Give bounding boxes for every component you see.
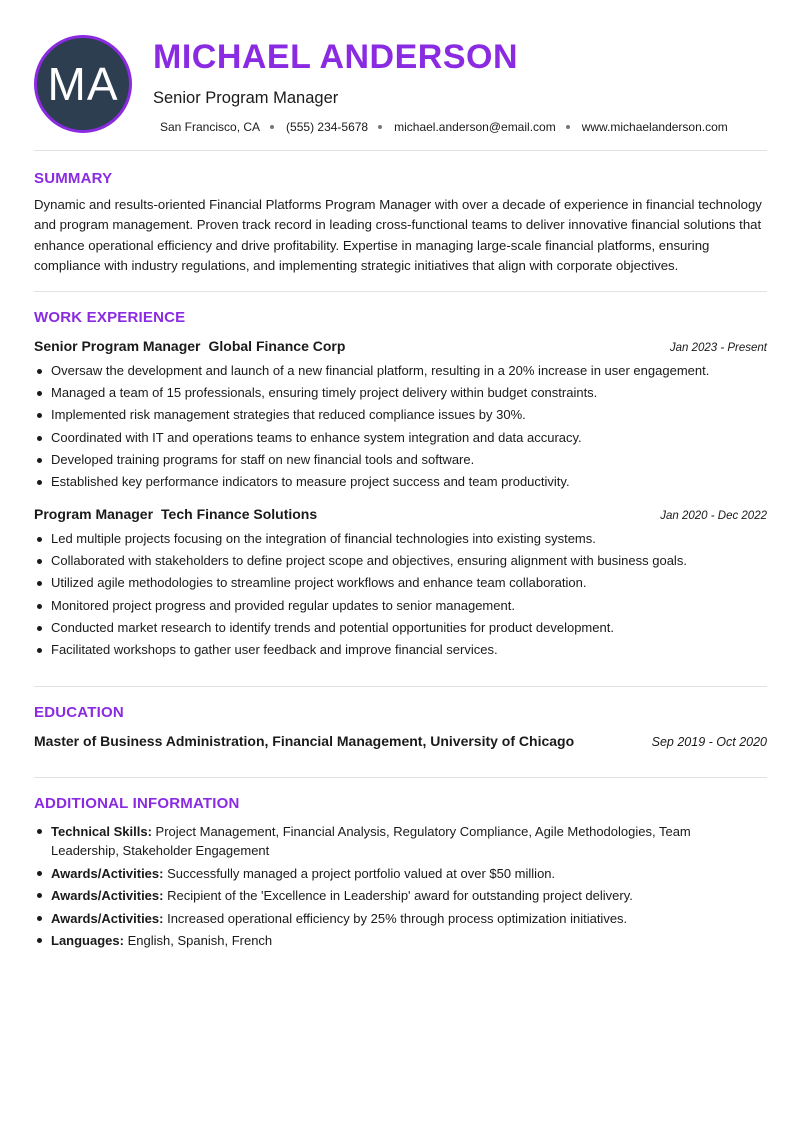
list-item: Led multiple projects focusing on the integration of financial technologies into existing systems.: [34, 528, 767, 550]
info-label: Languages:: [51, 933, 124, 948]
additional-heading: ADDITIONAL INFORMATION: [34, 795, 240, 812]
section-divider: [34, 291, 767, 292]
contact-website[interactable]: www.michaelanderson.com: [581, 120, 728, 134]
list-item: [34, 931, 734, 950]
job-role: Senior Program Manager: [34, 338, 201, 354]
education-degree: Master of Business Administration, Financial Management, University of Chicago: [34, 733, 575, 749]
section-divider: [34, 686, 767, 687]
education-dates: Sep 2019 - Oct 2020: [651, 735, 767, 749]
info-label: Awards/Activities:: [51, 865, 164, 881]
summary-heading: SUMMARY: [34, 170, 113, 187]
list-item: [34, 909, 734, 928]
job-dates: Jan 2023 - Present: [669, 342, 767, 354]
experience-heading: WORK EXPERIENCE: [34, 309, 186, 326]
separator-dot-icon: [270, 125, 274, 129]
summary-text: Dynamic and results-oriented Financial Platforms Program Manager with over a decade of experience in financial technology and program management. Proven track record in leading cross-functional teams to deliver innovative financial solutions that enhance operational efficiency and drive profitability. Expertise in managing large-scale financial platforms, ensuring compliance with industry regulations, and implementing strategic initiatives that align with corporate objectives.: [34, 197, 762, 273]
info-text: Project Management, Financial Analysis, Regulatory Compliance, Agile Methodologies, Team Leadership, Stakeholder Engagement: [51, 824, 691, 858]
list-item: Implemented risk management strategies that reduced compliance issues by 30%.: [34, 404, 767, 426]
contact-email[interactable]: michael.anderson@email.com: [394, 120, 556, 134]
list-item: Monitored project progress and provided regular updates to senior management.: [34, 595, 767, 617]
list-item: [34, 864, 734, 883]
avatar-initials: MA: [47, 58, 119, 110]
job-header: [34, 338, 767, 354]
list-item: Facilitated workshops to gather user feedback and improve financial services.: [34, 639, 767, 661]
language-item: , French: [224, 933, 272, 948]
separator-dot-icon: [566, 125, 570, 129]
info-text: Recipient of the 'Excellence in Leadership' award for outstanding project delivery.: [167, 888, 633, 903]
candidate-title: Senior Program Manager: [153, 89, 339, 107]
job-company: Global Finance Corp: [208, 338, 346, 354]
info-text: Increased operational efficiency by 25% through process optimization initiatives.: [167, 910, 628, 926]
list-item: [34, 822, 734, 860]
list-item: Oversaw the development and launch of a new financial platform, resulting in a 20% increase in user engagement.: [34, 360, 767, 382]
avatar: [34, 35, 132, 133]
job-company: Tech Finance Solutions: [161, 506, 318, 522]
job-bullets: [34, 528, 767, 661]
info-label: Awards/Activities:: [51, 910, 164, 926]
job-dates: Jan 2020 - Dec 2022: [660, 510, 767, 522]
contact-phone: (555) 234-5678: [286, 120, 369, 134]
language-item: , Spanish: [170, 933, 224, 948]
list-item: Collaborated with stakeholders to define project scope and objectives, ensuring alignment with business goals.: [34, 550, 767, 572]
list-item: Established key performance indicators to measure project success and team productivity.: [34, 471, 767, 493]
info-label: Technical Skills:: [51, 824, 152, 839]
job-header: [34, 506, 767, 522]
info-text: Successfully managed a project portfolio valued at over $50 million.: [167, 865, 556, 881]
contact-location: San Francisco, CA: [160, 120, 261, 134]
language-item: English: [127, 933, 171, 948]
candidate-name: MICHAEL ANDERSON: [153, 38, 519, 76]
job-bullets: [34, 360, 767, 493]
job-role: Program Manager: [34, 506, 154, 522]
info-label: Awards/Activities:: [51, 888, 164, 903]
education-heading: EDUCATION: [34, 704, 124, 721]
list-item: Conducted market research to identify trends and potential opportunities for product development.: [34, 617, 767, 639]
section-divider: [34, 150, 767, 151]
section-divider: [34, 777, 767, 778]
list-item: Developed training programs for staff on new financial tools and software.: [34, 449, 767, 471]
education-row: [34, 733, 767, 749]
list-item: [34, 886, 734, 905]
contact-line: [160, 120, 728, 134]
list-item: Utilized agile methodologies to streamline project workflows and enhance team collaboration.: [34, 572, 767, 594]
additional-list: [34, 822, 734, 954]
separator-dot-icon: [378, 125, 382, 129]
list-item: Coordinated with IT and operations teams to enhance system integration and data accuracy.: [34, 427, 767, 449]
list-item: Managed a team of 15 professionals, ensuring timely project delivery within budget constraints.: [34, 382, 767, 404]
